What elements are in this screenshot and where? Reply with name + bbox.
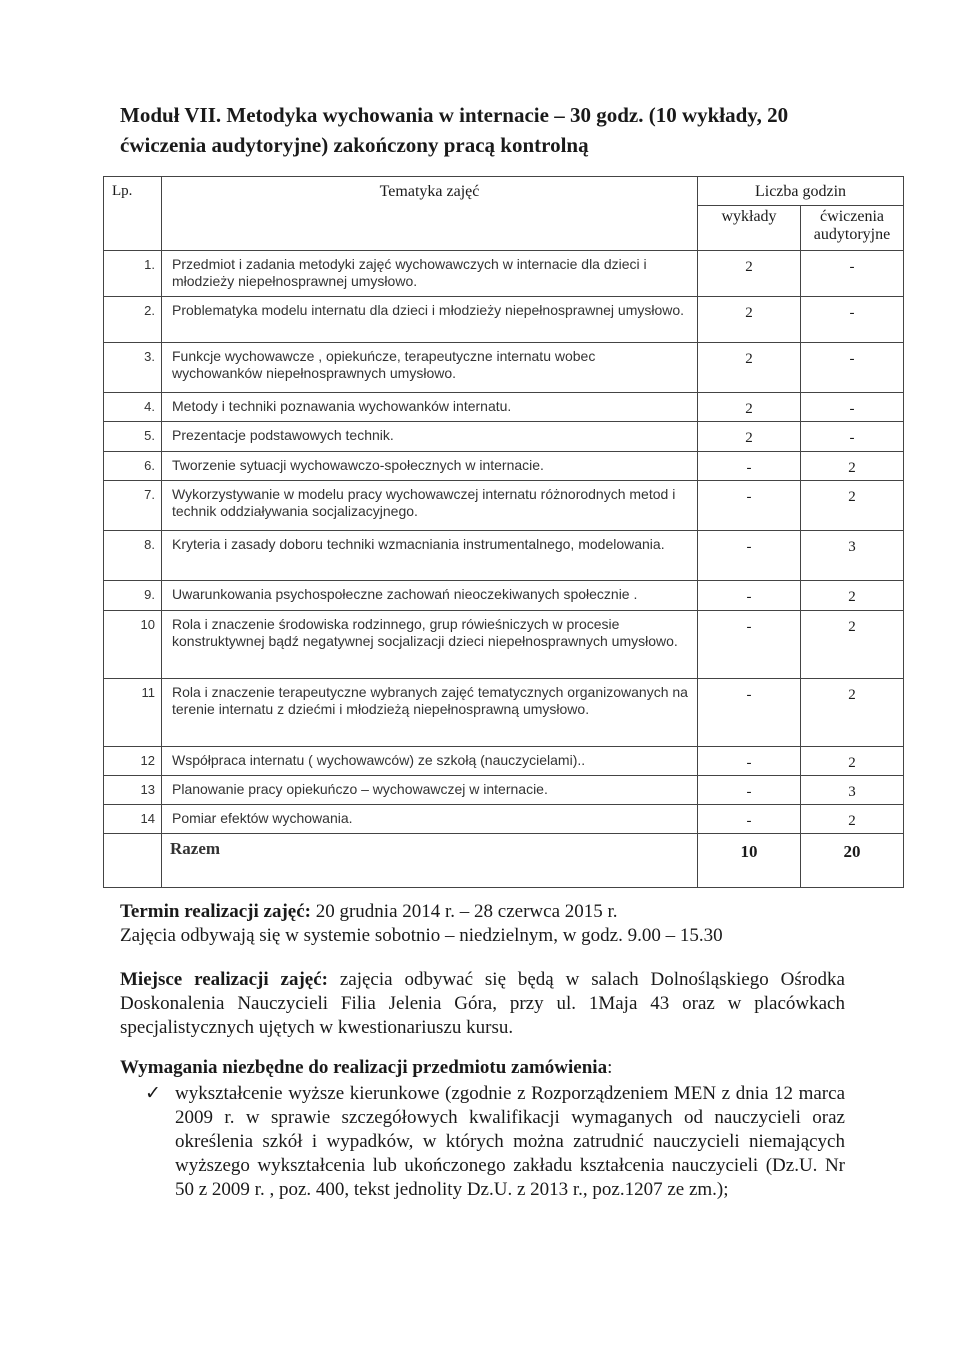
row-lectures: - bbox=[698, 581, 801, 611]
row-topic: Funkcje wychowawcze , opiekuńcze, terapeutyczne internatu wobec wychowanków niepełnosprawnych umysłowo. bbox=[162, 343, 698, 393]
total-row bbox=[104, 834, 904, 888]
module-title: Moduł VII. Metodyka wychowania w internacie – 30 godz. (10 wykłady, 20 ćwiczenia audytoryjne) zakończony pracą kontrolną bbox=[120, 103, 789, 157]
table-row bbox=[104, 679, 904, 747]
table-row bbox=[104, 531, 904, 581]
row-lp: 4. bbox=[104, 393, 162, 422]
header-exercises: ćwiczenia audytoryjne bbox=[801, 206, 904, 251]
row-exercises: - bbox=[801, 393, 904, 422]
row-lp: 10 bbox=[104, 611, 162, 679]
row-topic: Problematyka modelu internatu dla dzieci i młodzieży niepełnosprawnej umysłowo. bbox=[162, 297, 698, 343]
total-label: Razem bbox=[162, 834, 698, 888]
termin-schedule: Zajęcia odbywają się w systemie sobotnio – niedzielnym, w godz. 9.00 – 15.30 bbox=[120, 925, 723, 946]
row-lp: 13 bbox=[104, 776, 162, 805]
row-lp: 1. bbox=[104, 251, 162, 297]
row-exercises: 2 bbox=[801, 747, 904, 776]
termin-value: 20 grudnia 2014 r. – 28 czerwca 2015 r. bbox=[310, 901, 618, 922]
row-lp: 9. bbox=[104, 581, 162, 611]
row-lectures: 2 bbox=[698, 251, 801, 297]
row-topic: Pomiar efektów wychowania. bbox=[162, 805, 698, 834]
total-lectures: 10 bbox=[698, 834, 801, 888]
header-topic: Tematyka zajęć bbox=[162, 177, 698, 251]
row-topic: Metody i techniki poznawania wychowanków internatu. bbox=[162, 393, 698, 422]
row-lectures: 2 bbox=[698, 393, 801, 422]
table-row bbox=[104, 581, 904, 611]
row-lp: 6. bbox=[104, 452, 162, 481]
row-lp: 5. bbox=[104, 422, 162, 452]
row-topic: Przedmiot i zadania metodyki zajęć wychowawczych w internacie dla dzieci i młodzieży niepełnosprawnej umysłowo. bbox=[162, 251, 698, 297]
table-row bbox=[104, 343, 904, 393]
table-row bbox=[104, 297, 904, 343]
header-hours: Liczba godzin bbox=[698, 177, 904, 206]
row-exercises: - bbox=[801, 297, 904, 343]
total-exercises: 20 bbox=[801, 834, 904, 888]
row-lectures: - bbox=[698, 776, 801, 805]
row-topic: Prezentacje podstawowych technik. bbox=[162, 422, 698, 452]
row-topic: Rola i znaczenie terapeutyczne wybranych zajęć tematycznych organizowanych na terenie internatu z dziećmi i młodzieżą niepełnosprawną umysłowo. bbox=[162, 679, 698, 747]
row-lectures: - bbox=[698, 481, 801, 531]
row-lectures: - bbox=[698, 805, 801, 834]
table-row bbox=[104, 251, 904, 297]
requirement-item bbox=[145, 1082, 845, 1202]
row-lp: 7. bbox=[104, 481, 162, 531]
row-exercises: 2 bbox=[801, 805, 904, 834]
table-row bbox=[104, 747, 904, 776]
row-exercises: 3 bbox=[801, 531, 904, 581]
row-topic: Planowanie pracy opiekuńczo – wychowawczej w internacie. bbox=[162, 776, 698, 805]
row-exercises: 2 bbox=[801, 679, 904, 747]
row-lp: 12 bbox=[104, 747, 162, 776]
row-topic: Wykorzystywanie w modelu pracy wychowawczej internatu różnorodnych metod i technik oddziaływania socjalizacyjnego. bbox=[162, 481, 698, 531]
table-row bbox=[104, 481, 904, 531]
miejsce-label: Miejsce realizacji zajęć: bbox=[120, 969, 328, 990]
row-exercises: 2 bbox=[801, 581, 904, 611]
row-topic: Współpraca internatu ( wychowawców) ze szkołą (nauczycielami).. bbox=[162, 747, 698, 776]
checkmark-icon: ✓ bbox=[145, 1083, 161, 1104]
row-exercises: - bbox=[801, 422, 904, 452]
table-row bbox=[104, 776, 904, 805]
requirements-title: Wymagania niezbędne do realizacji przedmiotu zamówienia bbox=[120, 1057, 608, 1078]
row-lp: 2. bbox=[104, 297, 162, 343]
row-topic: Uwarunkowania psychospołeczne zachowań nieoczekiwanych społecznie . bbox=[162, 581, 698, 611]
miejsce-section bbox=[120, 968, 845, 1040]
table-row bbox=[104, 422, 904, 452]
table-body bbox=[104, 251, 904, 888]
row-lectures: - bbox=[698, 747, 801, 776]
row-exercises: 3 bbox=[801, 776, 904, 805]
row-lp: 11 bbox=[104, 679, 162, 747]
row-lectures: 2 bbox=[698, 343, 801, 393]
row-lp: 14 bbox=[104, 805, 162, 834]
requirements-heading bbox=[120, 1056, 845, 1080]
row-lectures: - bbox=[698, 679, 801, 747]
requirement-text: wykształcenie wyższe kierunkowe (zgodnie z Rozporządzeniem MEN z dnia 12 marca 2009 r. w sprawie szczegółowych kwalifikacji wymaganych od nauczycieli oraz określenia szkół i wypadków, w których można zatrudnić nauczycieli niemających wyższego wykształcenia lub ukończonego zakładu kształcenia nauczycieli (Dz.U. Nr 50 z 2009 r. , poz. 400, tekst jednolity Dz.U. z 2013 r., poz.1207 ze zm.); bbox=[175, 1083, 845, 1200]
row-exercises: 2 bbox=[801, 481, 904, 531]
termin-section bbox=[120, 900, 845, 948]
row-lectures: 2 bbox=[698, 297, 801, 343]
table-row bbox=[104, 393, 904, 422]
row-topic: Kryteria i zasady doboru techniki wzmacniania instrumentalnego, modelowania. bbox=[162, 531, 698, 581]
miejsce-value: zajęcia odbywać się będą w salach Dolnośląskiego Ośrodka Doskonalenia Nauczycieli Filia Jelenia Góra, przy ul. 1Maja 43 oraz w placówkach specjalistycznych ujętych w kwestionariuszu kursu. bbox=[120, 969, 845, 1038]
row-topic: Tworzenie sytuacji wychowawczo-społecznych w internacie. bbox=[162, 452, 698, 481]
row-exercises: - bbox=[801, 251, 904, 297]
row-lectures: - bbox=[698, 531, 801, 581]
total-lp-empty bbox=[104, 834, 162, 888]
course-topics-table bbox=[103, 176, 904, 888]
requirements-title-colon: : bbox=[607, 1057, 613, 1078]
header-lectures: wykłady bbox=[698, 206, 801, 251]
row-lectures: - bbox=[698, 452, 801, 481]
table-row bbox=[104, 452, 904, 481]
row-lectures: - bbox=[698, 611, 801, 679]
row-lp: 3. bbox=[104, 343, 162, 393]
header-lp: Lp. bbox=[104, 177, 162, 251]
termin-label: Termin realizacji zajęć: bbox=[120, 901, 311, 922]
row-exercises: 2 bbox=[801, 452, 904, 481]
row-exercises: - bbox=[801, 343, 904, 393]
row-topic: Rola i znaczenie środowiska rodzinnego, grup rówieśniczych w procesie konstruktywnej bądź negatywnej socjalizacji dzieci niepełnosprawnych umysłowo. bbox=[162, 611, 698, 679]
table-row bbox=[104, 805, 904, 834]
row-exercises: 2 bbox=[801, 611, 904, 679]
row-lp: 8. bbox=[104, 531, 162, 581]
table-row bbox=[104, 611, 904, 679]
row-lectures: 2 bbox=[698, 422, 801, 452]
